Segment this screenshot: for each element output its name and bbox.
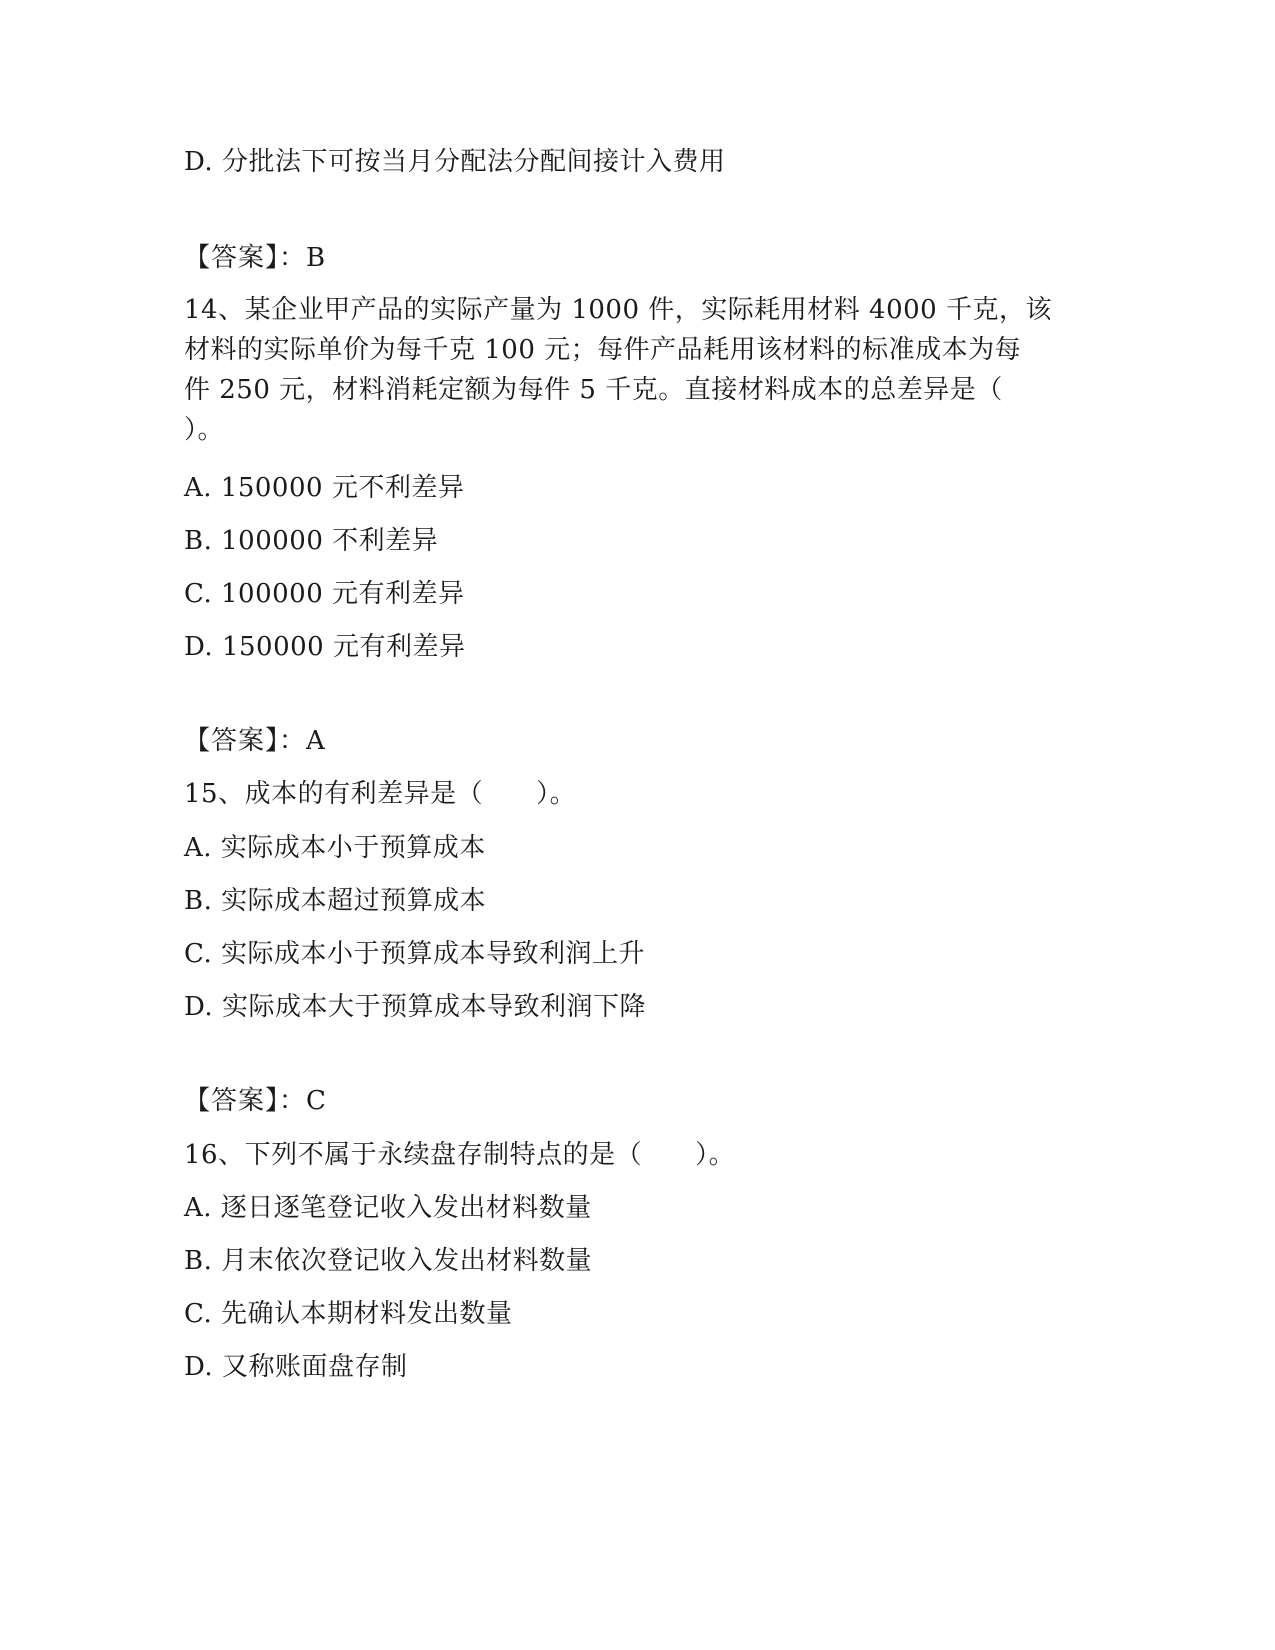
q16-option-d: D. 又称账面盘存制 [184,1352,408,1382]
q16-stem: 16、下列不属于永续盘存制特点的是（ ）。 [184,1140,736,1170]
q15-stem: 15、成本的有利差异是（ ）。 [184,779,577,809]
q16-option-c: C. 先确认本期材料发出数量 [184,1299,513,1329]
q15-option-b: B. 实际成本超过预算成本 [184,886,487,916]
q14-option-a: A. 150000 元不利差异 [184,473,465,503]
answer-separator: ： [279,243,307,273]
answer-value: C [306,1086,327,1116]
q14-stem-line: 件 250 元，材料消耗定额为每件 5 千克。直接材料成本的总差异是（ [184,375,1003,405]
q14-stem-line: 14、某企业甲产品的实际产量为 1000 件，实际耗用材料 4000 千克，该 [184,295,1052,325]
q15-option-c: C. 实际成本小于预算成本导致利润上升 [184,939,645,969]
q14-stem-line: ）。 [184,415,225,445]
answer-label: 【答案】 [184,726,280,756]
q14-option-c: C. 100000 元有利差异 [184,579,465,609]
answer-value: A [306,726,326,756]
q14-stem-line: 材料的实际单价为每千克 100 元；每件产品耗用该材料的标准成本为每 [184,335,1022,365]
answer-separator: ： [279,1086,307,1116]
q14-option-b: B. 100000 不利差异 [184,526,439,556]
q16-option-b: B. 月末依次登记收入发出材料数量 [184,1246,593,1276]
q14-option-d: D. 150000 元有利差异 [184,632,466,662]
q14-stem [184,290,1084,450]
q15-option-d: D. 实际成本大于预算成本导致利润下降 [184,992,646,1022]
answer-label: 【答案】 [184,1086,280,1116]
q16-option-a: A. 逐日逐笔登记收入发出材料数量 [184,1193,592,1223]
answer-15 [184,1085,327,1117]
answer-separator: ： [279,726,307,756]
q15-option-a: A. 实际成本小于预算成本 [184,833,486,863]
q13-option-d: D. 分批法下可按当月分配法分配间接计入费用 [184,147,726,177]
answer-13 [184,242,326,274]
answer-value: B [306,243,327,273]
answer-14 [184,725,326,757]
answer-label: 【答案】 [184,243,280,273]
